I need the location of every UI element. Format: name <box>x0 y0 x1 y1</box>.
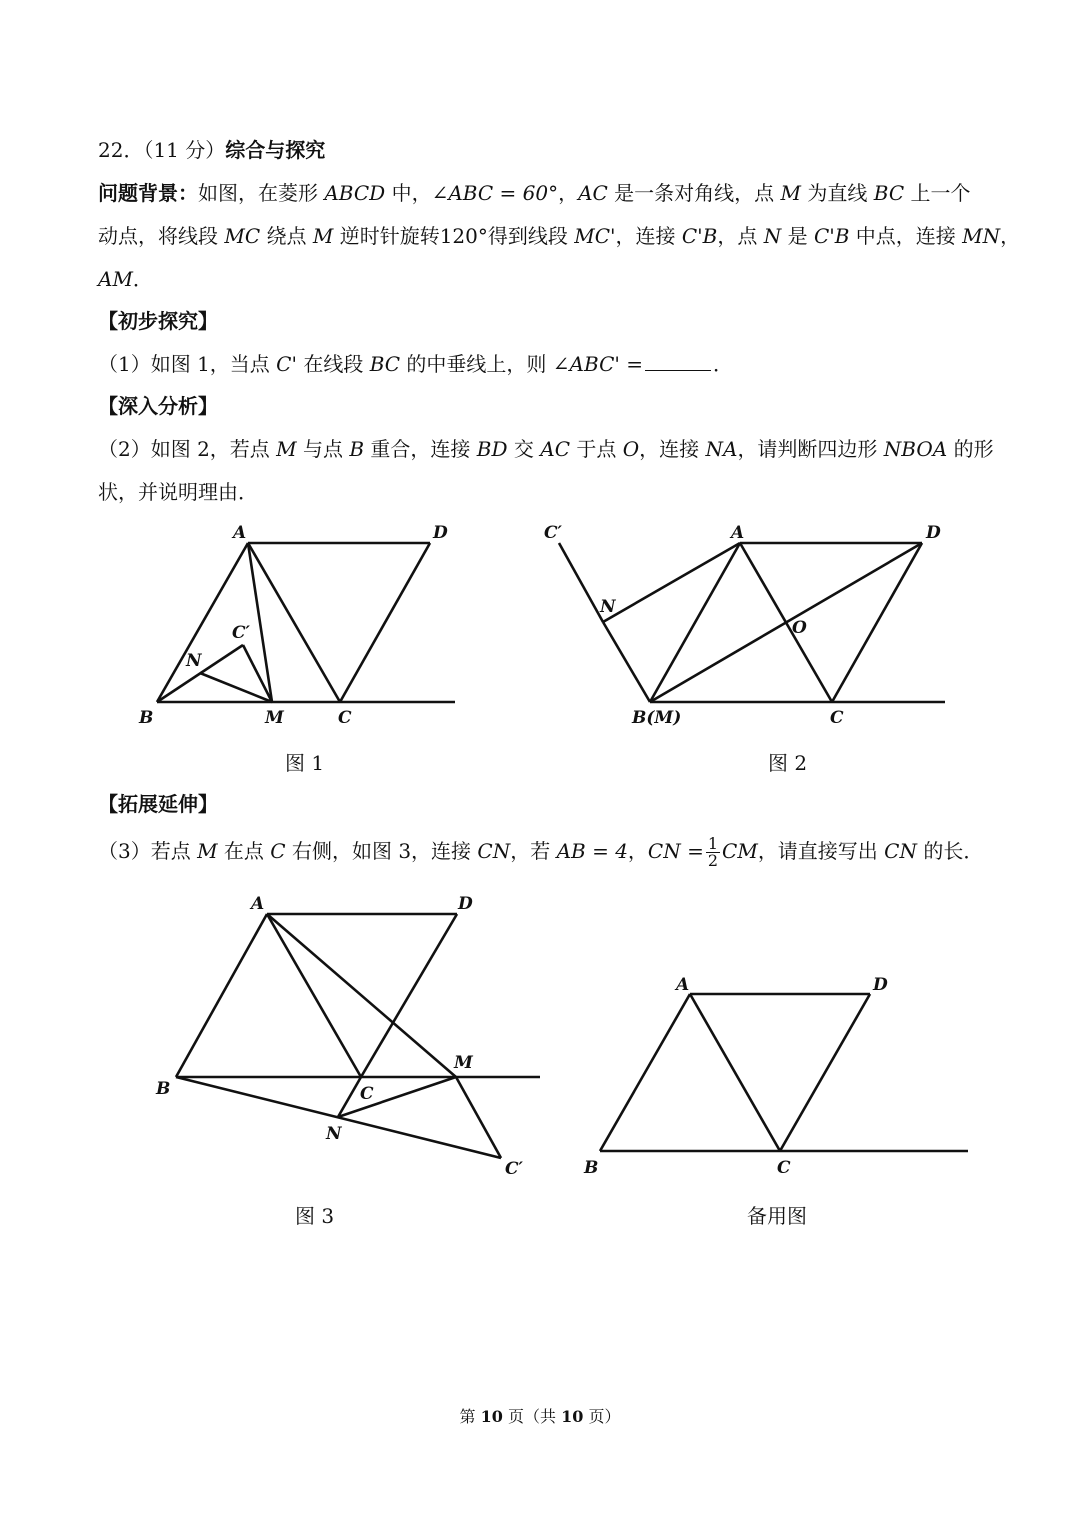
math: M <box>197 839 218 863</box>
fig3-label-M: M <box>454 1053 473 1073</box>
text: 与点 <box>296 437 350 461</box>
fig4-label-B: B <box>584 1158 599 1178</box>
math: AC <box>578 181 608 205</box>
fraction-numerator: 1 <box>707 834 719 853</box>
fig1-label-B: B <box>139 708 154 728</box>
fig1-label-C: C <box>338 708 352 728</box>
math: M <box>276 437 297 461</box>
math: AB = 4 <box>556 839 628 863</box>
text: 的中垂线上，则 <box>400 352 553 376</box>
text: 为直线 <box>801 181 874 205</box>
text: ，点 <box>717 224 764 248</box>
text: （3）若点 <box>98 839 198 863</box>
page-total: 10 <box>561 1407 584 1426</box>
section-heading-preliminary: 【初步探究】 <box>98 309 218 333</box>
math: BC <box>369 352 401 376</box>
text: 逆时针旋转120°得到线段 <box>333 224 575 248</box>
fig4-label-C: C <box>777 1158 791 1178</box>
fig2-label-C: C <box>830 708 844 728</box>
math: M <box>780 181 802 205</box>
question-2-line-2: 状，并说明理由． <box>98 480 258 504</box>
fig1-label-N: N <box>186 651 202 671</box>
text: ，若 <box>510 839 557 863</box>
text: 是一条对角线，点 <box>607 181 781 205</box>
page-number: 10 <box>480 1407 503 1426</box>
text: ， <box>1000 224 1021 248</box>
math: NA <box>705 437 738 461</box>
figure-1-caption: 图 1 <box>285 751 325 775</box>
text: ． <box>132 267 153 291</box>
fig3-label-D: D <box>458 894 473 914</box>
math: ∠ABC = 60° <box>431 181 559 205</box>
fig4-label-A: A <box>676 975 690 995</box>
question-title: 综合与探究 <box>225 138 326 162</box>
text: 上一个 <box>904 181 971 205</box>
math: ABCD <box>324 181 386 205</box>
text: 重合，连接 <box>364 437 477 461</box>
text: 交 <box>507 437 541 461</box>
fig2-label-Cp: C′ <box>544 523 563 543</box>
text: ，连接 <box>639 437 706 461</box>
math: AM <box>98 267 133 291</box>
fig3-label-B: B <box>156 1079 171 1099</box>
fig1-label-M: M <box>265 708 284 728</box>
text: ，请判断四边形 <box>737 437 884 461</box>
text: 是 <box>781 224 814 248</box>
text: 的形 <box>947 437 994 461</box>
fig4-label-D: D <box>873 975 888 995</box>
fig3-label-N: N <box>326 1124 342 1144</box>
fig2-label-O: O <box>792 618 807 638</box>
math: C <box>270 839 286 863</box>
fraction-denominator: 2 <box>707 851 719 870</box>
math: BC <box>873 181 905 205</box>
fig2-label-A: A <box>731 523 745 543</box>
fig1-label-D: D <box>433 523 448 543</box>
math: ∠ABC' = <box>552 352 643 376</box>
math: C' <box>276 352 297 376</box>
math: B <box>349 437 365 461</box>
fig2-label-N: N <box>600 597 616 617</box>
math: M <box>312 224 334 248</box>
background-label: 问题背景： <box>98 181 198 205</box>
text: 页（共 <box>502 1407 562 1426</box>
text: （1）如图 1，当点 <box>98 352 277 376</box>
text: 页） <box>583 1407 621 1426</box>
text: 如图，在菱形 <box>198 181 325 205</box>
math: O <box>622 437 640 461</box>
text: ， <box>558 181 579 205</box>
math: MC' <box>574 224 616 248</box>
text: 绕点 <box>260 224 313 248</box>
text: 的长． <box>916 839 984 863</box>
text: 右侧，如图 3，连接 <box>285 839 478 863</box>
math: C'B <box>813 224 850 248</box>
fig2-label-B: B(M) <box>632 708 682 728</box>
page-footer <box>0 1404 1080 1427</box>
math: N <box>763 224 782 248</box>
math: MC <box>224 224 261 248</box>
figure-spare-caption: 备用图 <box>747 1204 807 1228</box>
text: ，请直接写出 <box>757 839 885 863</box>
fig3-label-C: C <box>360 1084 374 1104</box>
math: CN = <box>647 839 704 863</box>
text: ，连接 <box>615 224 682 248</box>
math: CN <box>884 839 917 863</box>
text: 在线段 <box>296 352 370 376</box>
math: CN <box>477 839 511 863</box>
question-points: （11 分） <box>143 138 226 162</box>
math: CM <box>722 839 758 863</box>
figure-2-caption: 图 2 <box>768 751 808 775</box>
text: ， <box>627 839 648 863</box>
fig3-label-Cp: C′ <box>505 1159 524 1179</box>
section-heading-extension: 【拓展延伸】 <box>98 792 218 816</box>
text: 中点，连接 <box>849 224 963 248</box>
question-number: 22 <box>98 138 124 162</box>
question-header: 22．（11 分）综合与探究 <box>98 138 326 162</box>
text: 于点 <box>570 437 623 461</box>
text: ． <box>712 352 733 376</box>
text: （2）如图 2，若点 <box>98 437 277 461</box>
text: 中， <box>385 181 432 205</box>
math: C'B <box>681 224 718 248</box>
math: BD <box>476 437 508 461</box>
fig2-label-D: D <box>926 523 941 543</box>
text: 第 <box>459 1407 481 1426</box>
figure-3-caption: 图 3 <box>295 1204 335 1228</box>
math: NBOA <box>883 437 948 461</box>
section-heading-analysis: 【深入分析】 <box>98 394 218 418</box>
fig1-label-Cp: C′ <box>232 623 251 643</box>
text: 在点 <box>217 839 271 863</box>
math: AC <box>540 437 570 461</box>
fig1-label-A: A <box>233 523 247 543</box>
text: 动点，将线段 <box>98 224 225 248</box>
fig3-label-A: A <box>251 894 265 914</box>
math: MN <box>962 224 1001 248</box>
